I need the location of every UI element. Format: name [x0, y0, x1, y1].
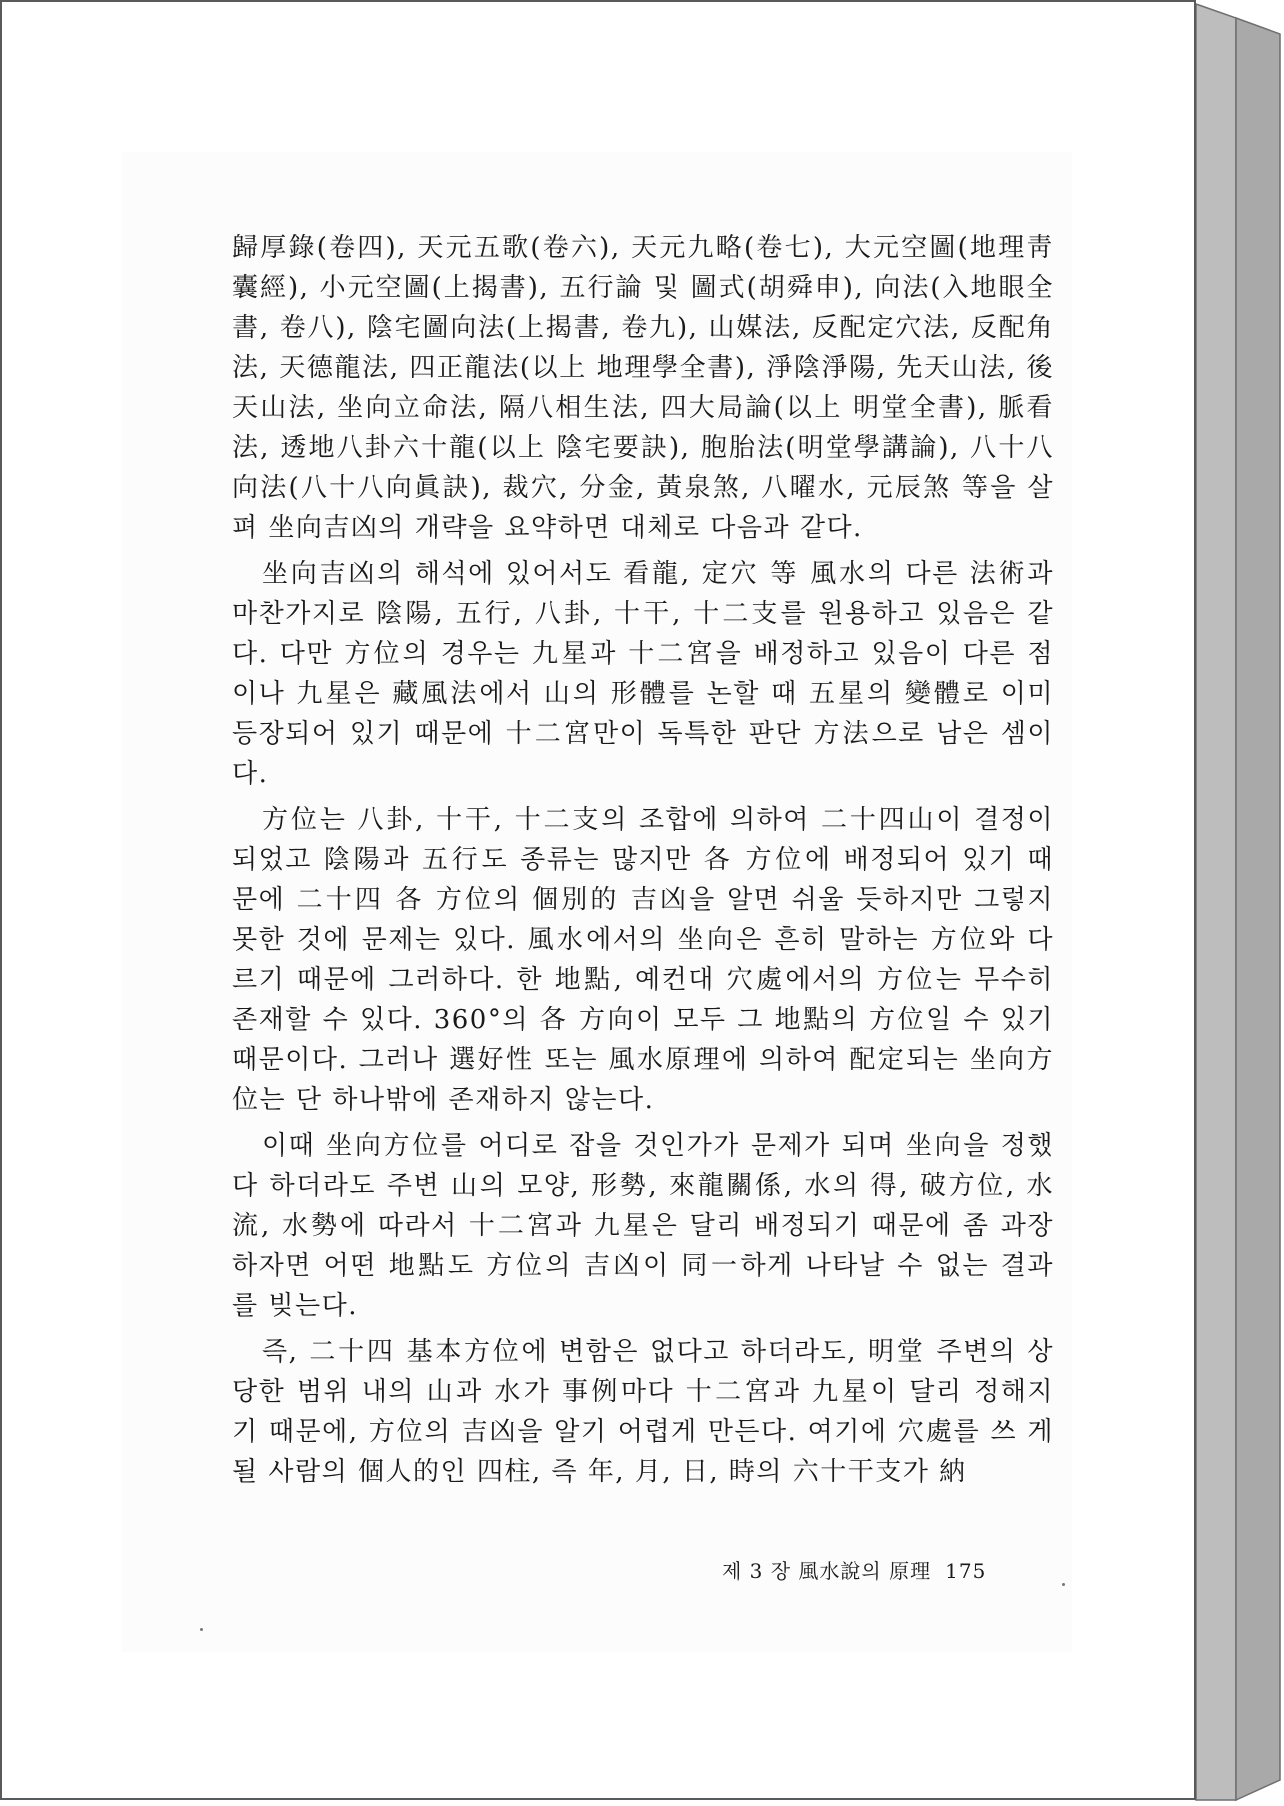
book-edge	[1192, 0, 1284, 1806]
page-number: 175	[945, 1559, 987, 1583]
paragraph-5: 즉, 二十四 基本方位에 변함은 없다고 하더라도, 明堂 주변의 상 당한 범위 내의 山과 水가 事例마다 十二宮과 九星이 달리 정해지 기 때문에, 方位의 吉凶을 알기 어렵게 만든다. 여기에 穴處를 쓰 게 될 사람의 個人的인 四柱, 즉 年, 月, 日, 時의 六十干支가 納	[232, 1337, 1054, 1487]
page-body	[232, 228, 1054, 1498]
paragraph-3: 方位는 八卦, 十干, 十二支의 조합에 의하여 二十四山이 결정이 되었고 陰陽과 五行도 종류는 많지만 各 方位에 배정되어 있기 때 문에 二十四 各 方位의 個別的 吉凶을 알면 쉬울 듯하지만 그렇지 못한 것에 문제는 있다. 風水에서의 坐向은 흔히 말하는 方位와 다 르기 때문에 그러하다. 한 地點, 예컨대 穴處에서의 方位는 무수히 존재할 수 있다. 360°의 各 方向이 모두 그 地點의 方位일 수 있기 때문이다. 그러나 選好性 또는 風水原理에 의하여 配定되는 坐向方 位는 단 하나밖에 존재하지 않는다.	[232, 805, 1054, 1115]
paragraph-4: 이때 坐向方位를 어디로 잡을 것인가가 문제가 되며 坐向을 정했 다 하더라도 주변 山의 모양, 形勢, 來龍關係, 水의 得, 破方位, 水 流, 水勢에 따라서 十二宮과 九星은 달리 배정되기 때문에 좀 과장 하자면 어떤 地點도 方位의 吉凶이 同一하게 나타날 수 없는 결과 를 빚는다.	[232, 1131, 1054, 1321]
paragraph-2: 坐向吉凶의 해석에 있어서도 看龍, 定穴 等 風水의 다른 法術과 마찬가지로 陰陽, 五行, 八卦, 十干, 十二支를 원용하고 있음은 같 다. 다만 方位의 경우는 九星과 十二宮을 배정하고 있음이 다른 점 이나 九星은 藏風法에서 山의 形體를 논할 때 五星의 變體로 이미 등장되어 있기 때문에 十二宮만이 독특한 판단 方法으로 남은 셈이 다.	[232, 559, 1054, 789]
scan-speck	[200, 1628, 203, 1631]
page-footer	[722, 1555, 1082, 1584]
paragraph-1: 歸厚錄(卷四), 天元五歌(卷六), 天元九略(卷七), 大元空圖(地理靑 囊經), 小元空圖(上揭書), 五行論 및 圖式(胡舜申), 向法(入地眼全 書, 卷八), 陰宅圖向法(上揭書, 卷九), 山媒法, 反配定穴法, 反配角 法, 天德龍法, 四正龍法(以上 地理學全書), 淨陰淨陽, 先天山法, 後 天山法, 坐向立命法, 隔八相生法, 四大局論(以上 明堂全書), 脈看 法, 透地八卦六十龍(以上 陰宅要訣), 胞胎法(明堂學講論), 八十八 向法(八十八向眞訣), 裁穴, 分金, 黃泉煞, 八曜水, 元辰煞 等을 살 펴 坐向吉凶의 개략을 요약하면 대체로 다음과 같다.	[232, 233, 1054, 543]
running-head: 제 3 장 風水說의 原理	[722, 1559, 932, 1583]
scan-speck	[1062, 1583, 1065, 1586]
